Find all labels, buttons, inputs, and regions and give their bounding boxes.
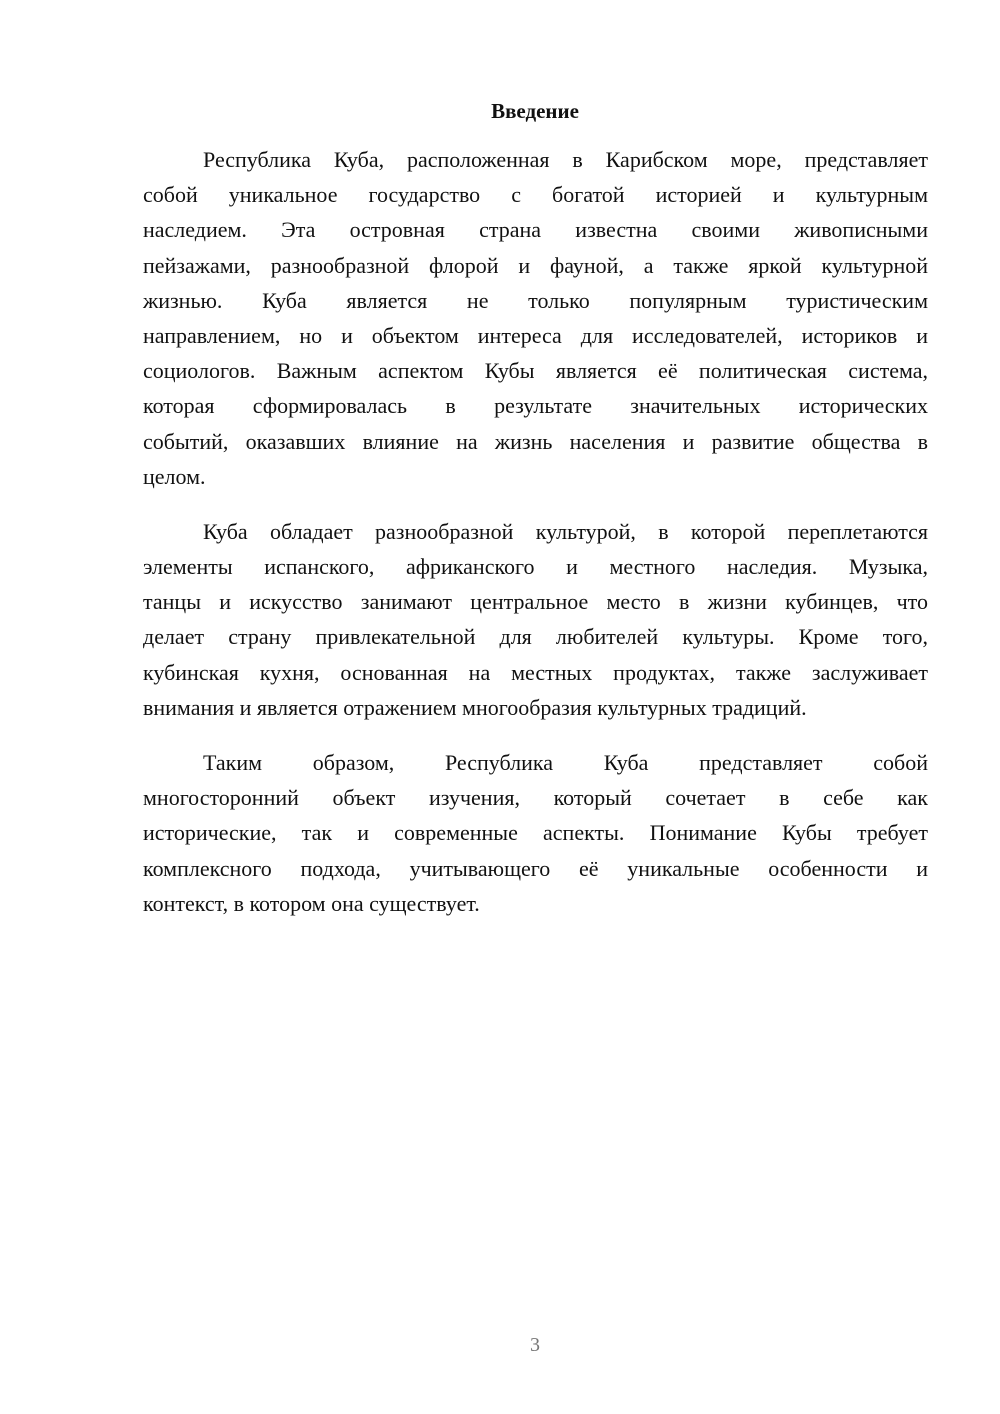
text-line: которая сформировалась в результате значительных исторических	[143, 393, 928, 419]
page-number: 3	[530, 1334, 540, 1356]
text-line: исторические, так и современные аспекты. Понимание Кубы требует	[143, 820, 928, 846]
text-line: социологов. Важным аспектом Кубы является её политическая система,	[143, 358, 928, 384]
text-line: наследием. Эта островная страна известна своими живописными	[143, 217, 928, 243]
text-line: событий, оказавших влияние на жизнь населения и развитие общества в	[143, 428, 928, 454]
text-line: контекст, в котором она существует.	[143, 890, 480, 916]
text-line: внимания и является отражением многообразия культурных традиций.	[143, 694, 807, 720]
paragraph	[143, 745, 928, 921]
text-line: многосторонний объект изучения, который сочетает в себе как	[143, 785, 928, 811]
text-line: собой уникальное государство с богатой историей и культурным	[143, 182, 928, 208]
section-heading: Введение	[491, 99, 579, 123]
text-line: направлением, но и объектом интереса для исследователей, историков и	[143, 322, 928, 348]
text-line: жизнью. Куба является не только популярным туристическим	[143, 287, 928, 313]
paragraph	[143, 514, 928, 725]
text-line: Куба обладает разнообразной культурой, в которой переплетаются	[203, 518, 928, 544]
text-line: целом.	[143, 463, 206, 489]
text-line: делает страну привлекательной для любителей культуры. Кроме того,	[143, 624, 928, 650]
text-line: Республика Куба, расположенная в Карибском море, представляет	[203, 147, 928, 172]
text-line: комплексного подхода, учитывающего её уникальные особенности и	[143, 855, 928, 881]
text-line: Таким образом, Республика Куба представляет собой	[203, 750, 928, 775]
text-line: кубинская кухня, основанная на местных продуктах, также заслуживает	[143, 659, 928, 685]
text-line: элементы испанского, африканского и местного наследия. Музыка,	[143, 554, 928, 580]
text-line: танцы и искусство занимают центральное место в жизни кубинцев, что	[143, 589, 928, 615]
paragraph	[143, 142, 928, 494]
text-line: пейзажами, разнообразной флорой и фауной, а также яркой культурной	[143, 252, 928, 278]
document-body	[143, 142, 928, 941]
